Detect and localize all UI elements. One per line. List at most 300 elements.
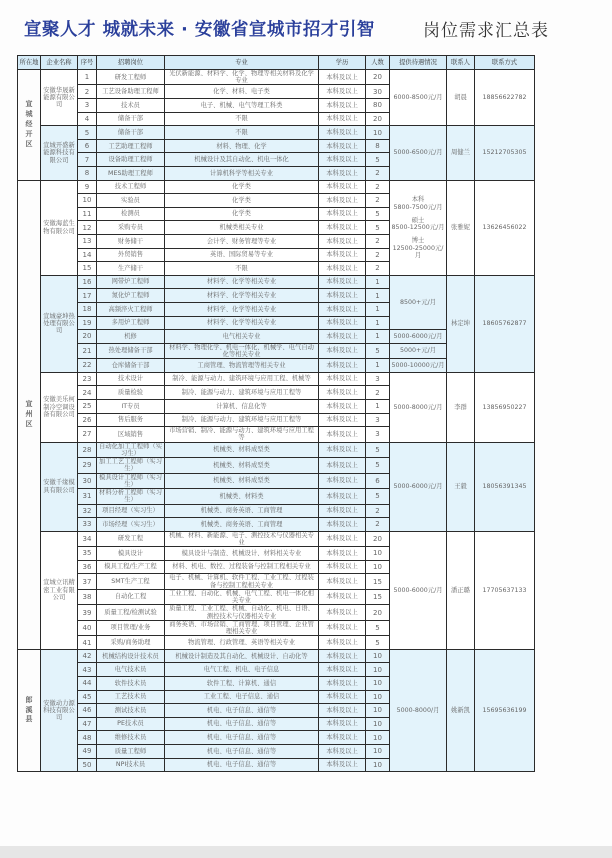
count-cell: 10 (366, 758, 390, 772)
row-number: 20 (78, 330, 97, 344)
major-cell: 机电、电子信息、通信等 (165, 704, 319, 718)
position-cell: 项目管理/业务 (97, 620, 165, 635)
education-cell: 本科及以上 (319, 504, 366, 518)
phone-cell: 18605762877 (475, 275, 535, 372)
phone-cell: 15212705305 (475, 126, 535, 180)
row-number: 48 (78, 731, 97, 745)
education-cell: 本科及以上 (319, 458, 366, 473)
col-header-education: 学历 (319, 56, 366, 70)
major-cell: 机械类、材料类 (165, 489, 319, 504)
major-cell: 材料学、化学等相关专业 (165, 275, 319, 289)
position-cell: 设备助理工程师 (97, 153, 165, 167)
count-cell: 20 (366, 531, 390, 546)
phone-cell: 13856950227 (475, 372, 535, 442)
col-header-phone: 联系方式 (475, 56, 535, 70)
company-name-cell: 安徽美乐柯制冷空调设备有限公司 (41, 372, 78, 442)
position-cell: 储备干部 (97, 126, 165, 140)
position-cell: 检测员 (97, 207, 165, 221)
count-cell: 10 (366, 704, 390, 718)
count-cell: 3 (366, 372, 390, 386)
position-cell: 项目经理（实习生） (97, 504, 165, 518)
count-cell: 10 (366, 745, 390, 759)
location-char: 经 (25, 119, 33, 128)
salary-cell: 8500+元/月 (390, 275, 447, 329)
count-cell: 20 (366, 112, 390, 126)
count-cell: 2 (366, 386, 390, 400)
position-cell: MES助理工程师 (97, 167, 165, 181)
count-cell: 1 (366, 316, 390, 330)
count-cell: 5 (366, 153, 390, 167)
row-number: 18 (78, 302, 97, 316)
education-cell: 本科及以上 (319, 330, 366, 344)
education-cell: 本科及以上 (319, 167, 366, 181)
row-number: 19 (78, 316, 97, 330)
major-cell: 物流管理、行政管理、英语等相关专业 (165, 636, 319, 650)
row-number: 22 (78, 359, 97, 373)
major-cell: 软件工程、计算机、通信 (165, 677, 319, 691)
education-cell: 本科及以上 (319, 126, 366, 140)
education-cell: 本科及以上 (319, 70, 366, 85)
row-number: 46 (78, 704, 97, 718)
education-cell: 本科及以上 (319, 343, 366, 358)
position-cell: 财务储干 (97, 235, 165, 249)
company-name-cell: 宣城豪坤热处理有限公司 (41, 275, 78, 372)
count-cell: 10 (366, 560, 390, 574)
row-number: 28 (78, 442, 97, 457)
salary-cell (390, 180, 447, 275)
position-cell: 模具工程/生产工程 (97, 560, 165, 574)
row-number: 34 (78, 531, 97, 546)
row-number: 42 (78, 649, 97, 663)
count-cell: 5 (366, 442, 390, 457)
location-char: 宣 (25, 400, 33, 409)
position-cell: 自动化加工工程师（实习生） (97, 442, 165, 457)
row-number: 13 (78, 235, 97, 249)
major-cell: 模具设计与制造、机械设计、材料相关专业 (165, 547, 319, 561)
education-cell: 本科及以上 (319, 139, 366, 153)
education-cell: 本科及以上 (319, 413, 366, 427)
salary-line: 博士 (411, 237, 425, 245)
major-cell: 计算机、信息化等 (165, 400, 319, 414)
count-cell: 30 (366, 85, 390, 99)
major-cell: 机械类、材料成型类 (165, 458, 319, 473)
education-cell: 本科及以上 (319, 717, 366, 731)
major-cell: 工商管理、物流管理等相关专业 (165, 359, 319, 373)
salary-line: 本科 (411, 196, 425, 204)
count-cell: 1 (366, 330, 390, 344)
position-cell: 工艺助理工程师 (97, 139, 165, 153)
contact-person-cell: 林定坤 (447, 275, 475, 372)
education-cell: 本科及以上 (319, 248, 366, 262)
location-char: 区 (25, 419, 33, 428)
major-cell: 材料、机电、数控、过程装备与控制工程相关专业 (165, 560, 319, 574)
phone-cell: 17705637133 (475, 531, 535, 649)
company-name-cell: 宣城立讯精密工业有限公司 (41, 531, 78, 649)
position-cell: 技术设计 (97, 372, 165, 386)
major-cell: 计算机科学等相关专业 (165, 167, 319, 181)
table-row (18, 126, 535, 140)
education-cell: 本科及以上 (319, 207, 366, 221)
position-cell: 工艺设备助理工程师 (97, 85, 165, 99)
major-cell: 机电、电子信息、通信等 (165, 731, 319, 745)
row-number: 25 (78, 400, 97, 414)
education-cell: 本科及以上 (319, 372, 366, 386)
row-number: 10 (78, 194, 97, 208)
count-cell: 5 (366, 489, 390, 504)
major-cell: 会计学、财务管理等专业 (165, 235, 319, 249)
major-cell: 电子、机械、电气等理工科类 (165, 99, 319, 113)
row-number: 41 (78, 636, 97, 650)
location-char: 郎 (25, 695, 33, 704)
position-cell: 质量工程/检测试验 (97, 605, 165, 620)
salary-cell: 5000+元/月 (390, 343, 447, 358)
row-number: 30 (78, 473, 97, 488)
major-cell: 电气相关专业 (165, 330, 319, 344)
row-number: 32 (78, 504, 97, 518)
page-title: 宣聚人才 城就未来 · 安徽省宣城市招才引智 (24, 20, 375, 40)
position-cell: 高频淬火工程师 (97, 302, 165, 316)
major-cell: 工业工程、自动化、机械、电气工程、机电一体化相关专业 (165, 589, 319, 604)
major-cell: 不限 (165, 112, 319, 126)
row-number: 43 (78, 663, 97, 677)
count-cell: 1 (366, 400, 390, 414)
col-header-position: 招聘岗位 (97, 56, 165, 70)
count-cell: 2 (366, 235, 390, 249)
row-number: 39 (78, 605, 97, 620)
education-cell: 本科及以上 (319, 221, 366, 235)
row-number: 26 (78, 413, 97, 427)
education-cell: 本科及以上 (319, 112, 366, 126)
position-cell: 储备干部 (97, 112, 165, 126)
position-cell: 模具设计工程师（实习生） (97, 473, 165, 488)
bottom-band (0, 846, 612, 858)
position-cell: 热处理储备干部 (97, 343, 165, 358)
row-number: 8 (78, 167, 97, 181)
salary-line: 12500-25000元/月 (392, 244, 444, 259)
count-cell: 2 (366, 518, 390, 532)
major-cell: 机械类相关专业 (165, 221, 319, 235)
count-cell: 10 (366, 547, 390, 561)
count-cell: 10 (366, 126, 390, 140)
major-cell: 材料学、化学等相关专业 (165, 302, 319, 316)
major-cell: 制冷、能源与动力、建筑环境与应用工程等 (165, 413, 319, 427)
education-cell: 本科及以上 (319, 589, 366, 604)
position-cell: 机械结构设计技术员 (97, 649, 165, 663)
education-cell: 本科及以上 (319, 316, 366, 330)
position-cell: 市场经理（实习生） (97, 518, 165, 532)
company-name-cell: 安徽华晟新能源有限公司 (41, 70, 78, 126)
col-header-count: 人数 (366, 56, 390, 70)
salary-cell: 5000-6000元/月 (390, 531, 447, 649)
position-cell: 多用炉工程师 (97, 316, 165, 330)
major-cell: 机械设计及其自动化、机电一体化 (165, 153, 319, 167)
count-cell: 1 (366, 359, 390, 373)
location-char: 州 (25, 409, 33, 418)
count-cell: 2 (366, 194, 390, 208)
title-bar (0, 16, 612, 46)
major-cell: 材料学、物理化学、机电一体化、机械学、电气自动化等相关专业 (165, 343, 319, 358)
education-cell: 本科及以上 (319, 85, 366, 99)
row-number: 44 (78, 677, 97, 691)
position-cell: 区域销售 (97, 427, 165, 442)
position-cell: 研发工程师 (97, 70, 165, 85)
count-cell: 8 (366, 139, 390, 153)
salary-cell: 5000-6000元/月 (390, 442, 447, 531)
phone-cell: 15695636199 (475, 649, 535, 771)
salary-cell: 5000-6000元/月 (390, 330, 447, 344)
major-cell: 材料学、化学等相关专业 (165, 316, 319, 330)
count-cell: 10 (366, 690, 390, 704)
location-char: 宣 (25, 100, 33, 109)
education-cell: 本科及以上 (319, 758, 366, 772)
row-number: 15 (78, 262, 97, 276)
table-row (18, 275, 535, 289)
major-cell: 质量工程、工业工程、机械、自动化、机电、日语、测控技术与仪器相关专业 (165, 605, 319, 620)
education-cell: 本科及以上 (319, 359, 366, 373)
location-char: 开 (25, 129, 33, 138)
major-cell: 机电、电子信息、通信等 (165, 717, 319, 731)
major-cell: 机械类、材料成型类 (165, 473, 319, 488)
row-number: 11 (78, 207, 97, 221)
education-cell: 本科及以上 (319, 560, 366, 574)
count-cell: 2 (366, 262, 390, 276)
row-number: 17 (78, 289, 97, 303)
location-char: 区 (25, 139, 33, 148)
table-body (18, 70, 535, 772)
row-number: 23 (78, 372, 97, 386)
contact-person-cell: 李群 (447, 372, 475, 442)
major-cell: 电气工程、机电、电子信息 (165, 663, 319, 677)
count-cell: 3 (366, 413, 390, 427)
major-cell: 机械类、材料成型类 (165, 442, 319, 457)
education-cell: 本科及以上 (319, 677, 366, 691)
contact-person-cell: 王毅 (447, 442, 475, 531)
position-cell: 售后服务 (97, 413, 165, 427)
major-cell: 电子、机械、计算机、软件工程、工业工程、过程装备与控制工程相关专业 (165, 574, 319, 589)
position-cell: 技术工程师 (97, 180, 165, 194)
row-number: 45 (78, 690, 97, 704)
education-cell: 本科及以上 (319, 649, 366, 663)
major-cell: 制冷、能源与动力、建筑环境与应用工程、机械等 (165, 372, 319, 386)
table-row (18, 70, 535, 85)
row-number: 49 (78, 745, 97, 759)
position-cell: 实验员 (97, 194, 165, 208)
count-cell: 10 (366, 663, 390, 677)
count-cell: 3 (366, 427, 390, 442)
salary-cell: 6000-8500元/月 (390, 70, 447, 126)
col-header-no: 序号 (78, 56, 97, 70)
location-char: 县 (25, 715, 33, 724)
phone-cell: 13626456022 (475, 180, 535, 275)
education-cell: 本科及以上 (319, 442, 366, 457)
count-cell: 5 (366, 343, 390, 358)
salary-cell: 5000-8000元/月 (390, 372, 447, 442)
major-cell: 工业工程、电子信息、通信 (165, 690, 319, 704)
major-cell: 材料学、化学等相关专业 (165, 289, 319, 303)
count-cell: 10 (366, 677, 390, 691)
education-cell: 本科及以上 (319, 289, 366, 303)
phone-cell: 18056391345 (475, 442, 535, 531)
count-cell: 10 (366, 649, 390, 663)
major-cell: 市场营销、制冷、能源与动力、建筑环境与应用工程等 (165, 427, 319, 442)
education-cell: 本科及以上 (319, 386, 366, 400)
major-cell: 机电、电子信息、通信等 (165, 745, 319, 759)
education-cell: 本科及以上 (319, 194, 366, 208)
major-cell: 化学、材料、电子类 (165, 85, 319, 99)
row-number: 9 (78, 180, 97, 194)
position-cell: 软件技术员 (97, 677, 165, 691)
salary-cell: 5000-6500元/月 (390, 126, 447, 180)
company-name-cell: 安徽海蓝生物有限公司 (41, 180, 78, 275)
major-cell: 化学类 (165, 194, 319, 208)
major-cell: 机械、材料、新能源、电子、测控技术与仪器相关专业 (165, 531, 319, 546)
salary-line: 硕士 (411, 216, 425, 224)
table-row (18, 649, 535, 663)
count-cell: 5 (366, 620, 390, 635)
position-cell: 机修 (97, 330, 165, 344)
company-name-cell: 宣城开盛新能源科技有限公司 (41, 126, 78, 180)
row-number: 6 (78, 139, 97, 153)
row-number: 1 (78, 70, 97, 85)
contact-person-cell: 张雅妮 (447, 180, 475, 275)
position-cell: 采购专员 (97, 221, 165, 235)
location-char: 城 (25, 110, 33, 119)
education-cell: 本科及以上 (319, 400, 366, 414)
count-cell: 1 (366, 275, 390, 289)
education-cell: 本科及以上 (319, 605, 366, 620)
col-header-major: 专业 (165, 56, 319, 70)
count-cell: 2 (366, 167, 390, 181)
row-number: 40 (78, 620, 97, 635)
education-cell: 本科及以上 (319, 262, 366, 276)
row-number: 4 (78, 112, 97, 126)
position-cell: 工艺技术员 (97, 690, 165, 704)
contact-person-cell: 潘正璐 (447, 531, 475, 649)
education-cell: 本科及以上 (319, 574, 366, 589)
position-cell: NPI技术员 (97, 758, 165, 772)
row-number: 37 (78, 574, 97, 589)
table-row (18, 180, 535, 194)
count-cell: 2 (366, 180, 390, 194)
education-cell: 本科及以上 (319, 518, 366, 532)
row-number: 33 (78, 518, 97, 532)
count-cell: 6 (366, 473, 390, 488)
position-cell: 网带炉工程师 (97, 275, 165, 289)
row-number: 47 (78, 717, 97, 731)
position-cell: IT专员 (97, 400, 165, 414)
table-header-row (18, 56, 535, 70)
company-name-cell: 安徽动力源科技有限公司 (41, 649, 78, 771)
position-cell: 生产储干 (97, 262, 165, 276)
position-cell: 研发工程 (97, 531, 165, 546)
count-cell: 10 (366, 731, 390, 745)
count-cell: 80 (366, 99, 390, 113)
position-cell: 电气技术员 (97, 663, 165, 677)
row-number: 21 (78, 343, 97, 358)
position-cell: SMT生产工程 (97, 574, 165, 589)
row-number: 7 (78, 153, 97, 167)
location-cell (18, 180, 41, 649)
company-name-cell: 安徽千缘模具有限公司 (41, 442, 78, 531)
col-header-salary: 提供待遇情况 (390, 56, 447, 70)
position-cell: 自动化工程 (97, 589, 165, 604)
education-cell: 本科及以上 (319, 427, 366, 442)
row-number: 5 (78, 126, 97, 140)
page-subtitle: 岗位需求汇总表 (423, 21, 549, 41)
location-cell (18, 70, 41, 181)
education-cell: 本科及以上 (319, 275, 366, 289)
position-cell: 质量检验 (97, 386, 165, 400)
col-header-location: 所在地 (18, 56, 41, 70)
education-cell: 本科及以上 (319, 180, 366, 194)
major-cell: 不限 (165, 262, 319, 276)
position-cell: 仓库储备干部 (97, 359, 165, 373)
education-cell: 本科及以上 (319, 153, 366, 167)
major-cell: 机械设计制造及其自动化、机械设计、自动化等 (165, 649, 319, 663)
position-cell: 测试技术员 (97, 704, 165, 718)
row-number: 24 (78, 386, 97, 400)
table-row (18, 442, 535, 457)
education-cell: 本科及以上 (319, 99, 366, 113)
education-cell: 本科及以上 (319, 620, 366, 635)
row-number: 27 (78, 427, 97, 442)
position-cell: 氮化炉工程师 (97, 289, 165, 303)
position-cell: 采购/商务助理 (97, 636, 165, 650)
education-cell: 本科及以上 (319, 731, 366, 745)
position-cell: PE技术员 (97, 717, 165, 731)
major-cell: 机电、电子信息、通信等 (165, 758, 319, 772)
position-cell: 维修技术员 (97, 731, 165, 745)
count-cell: 15 (366, 589, 390, 604)
salary-cell: 5000-10000元/月 (390, 359, 447, 373)
count-cell: 20 (366, 605, 390, 620)
major-cell: 材料、物理、化学 (165, 139, 319, 153)
education-cell: 本科及以上 (319, 745, 366, 759)
contact-person-cell: 姚新凯 (447, 649, 475, 771)
row-number: 36 (78, 560, 97, 574)
position-cell: 外贸销售 (97, 248, 165, 262)
count-cell: 2 (366, 504, 390, 518)
education-cell: 本科及以上 (319, 547, 366, 561)
position-cell: 模具设计 (97, 547, 165, 561)
education-cell: 本科及以上 (319, 663, 366, 677)
major-cell: 不限 (165, 126, 319, 140)
major-cell: 英语、国际贸易等专业 (165, 248, 319, 262)
major-cell: 机械类、商务英语、工商管理 (165, 504, 319, 518)
major-cell: 机械类、商务英语、工商管理 (165, 518, 319, 532)
job-table (17, 55, 535, 772)
col-header-company: 企业名称 (41, 56, 78, 70)
salary-line: 5800-7500元/月 (393, 203, 443, 211)
position-cell: 材料分析工程师（实习生） (97, 489, 165, 504)
major-cell: 制冷、能源与动力、建筑环境与应用工程等 (165, 386, 319, 400)
major-cell: 光伏新能源、材料学、化学、物理等相关材料及化学专业 (165, 70, 319, 85)
education-cell: 本科及以上 (319, 690, 366, 704)
count-cell: 10 (366, 717, 390, 731)
row-number: 29 (78, 458, 97, 473)
education-cell: 本科及以上 (319, 235, 366, 249)
row-number: 38 (78, 589, 97, 604)
count-cell: 5 (366, 221, 390, 235)
education-cell: 本科及以上 (319, 531, 366, 546)
col-header-contact: 联系人 (447, 56, 475, 70)
major-cell: 化学类 (165, 207, 319, 221)
count-cell: 5 (366, 207, 390, 221)
education-cell: 本科及以上 (319, 704, 366, 718)
table-row (18, 531, 535, 546)
row-number: 35 (78, 547, 97, 561)
location-char: 溪 (25, 705, 33, 714)
